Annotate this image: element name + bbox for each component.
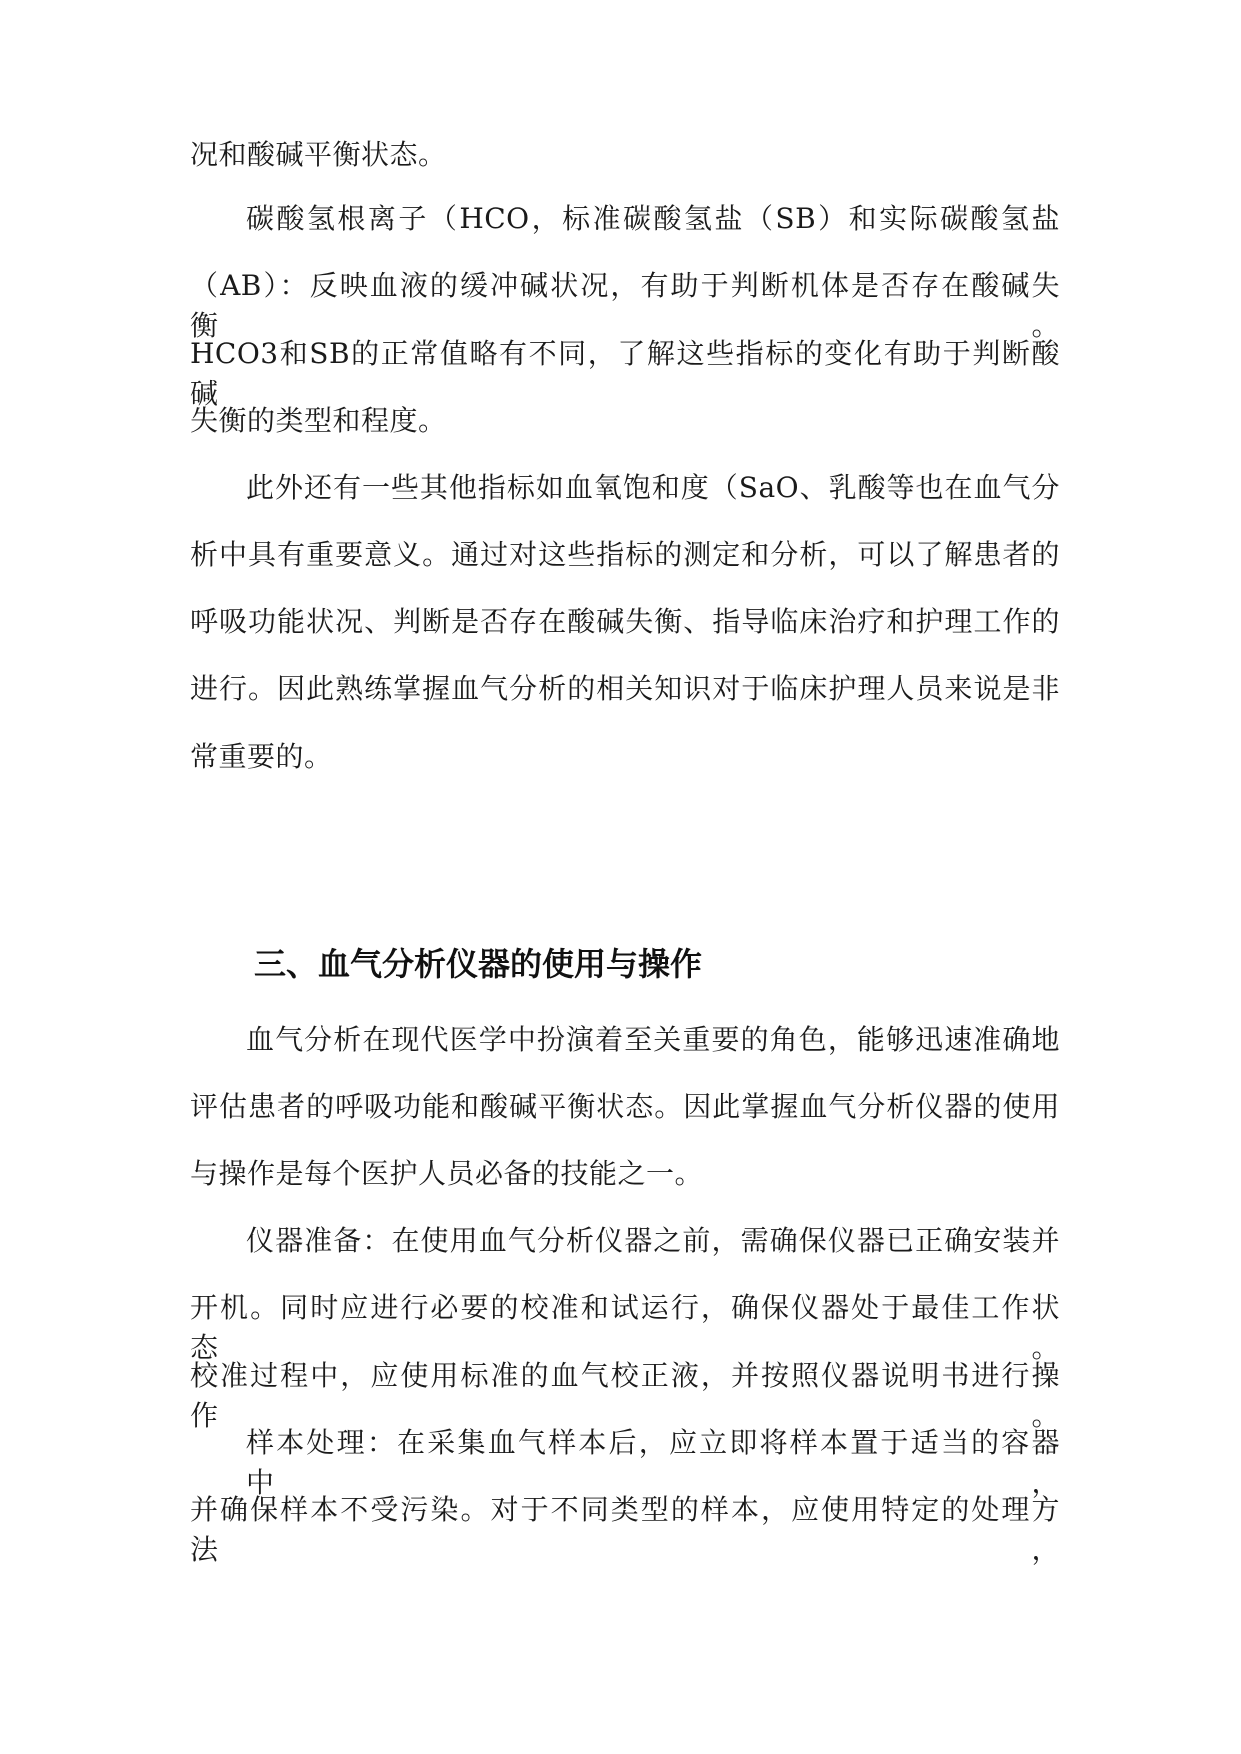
- paragraph-line: 开机。同时应进行必要的校准和试运行，确保仪器处于最佳工作状态。: [190, 1291, 1060, 1364]
- paragraph-line: 呼吸功能状况、判断是否存在酸碱失衡、指导临床治疗和护理工作的: [190, 605, 1060, 638]
- paragraph-line: （AB）：反映血液的缓冲碱状况，有助于判断机体是否存在酸碱失衡。: [190, 269, 1060, 342]
- paragraph-line: 此外还有一些其他指标如血氧饱和度（SaO、乳酸等也在血气分: [246, 471, 1060, 504]
- paragraph-line: 碳酸氢根离子（HCO，标准碳酸氢盐（SB）和实际碳酸氢盐: [246, 202, 1060, 235]
- paragraph-line: 校准过程中，应使用标准的血气校正液，并按照仪器说明书进行操作。: [190, 1359, 1060, 1432]
- paragraph-line: 常重要的。: [190, 740, 333, 773]
- paragraph-line: 与操作是每个医护人员必备的技能之一。: [190, 1157, 704, 1190]
- section-heading: 三、血气分析仪器的使用与操作: [254, 945, 703, 983]
- paragraph-line: 并确保样本不受污染。对于不同类型的样本，应使用特定的处理方法，: [190, 1493, 1060, 1566]
- paragraph-line: 失衡的类型和程度。: [190, 404, 447, 437]
- paragraph-line: 仪器准备：在使用血气分析仪器之前，需确保仪器已正确安装并: [246, 1224, 1060, 1257]
- paragraph-line: HCO3和SB的正常值略有不同，了解这些指标的变化有助于判断酸碱: [190, 337, 1060, 410]
- paragraph-line: 评估患者的呼吸功能和酸碱平衡状态。因此掌握血气分析仪器的使用: [190, 1090, 1060, 1123]
- paragraph-line: 况和酸碱平衡状态。: [190, 138, 447, 171]
- paragraph-line: 血气分析在现代医学中扮演着至关重要的角色，能够迅速准确地: [246, 1023, 1060, 1056]
- paragraph-line: 析中具有重要意义。通过对这些指标的测定和分析，可以了解患者的: [190, 538, 1060, 571]
- paragraph-line: 进行。因此熟练掌握血气分析的相关知识对于临床护理人员来说是非: [190, 672, 1060, 705]
- paragraph-line: 样本处理：在采集血气样本后，应立即将样本置于适当的容器中，: [246, 1426, 1060, 1499]
